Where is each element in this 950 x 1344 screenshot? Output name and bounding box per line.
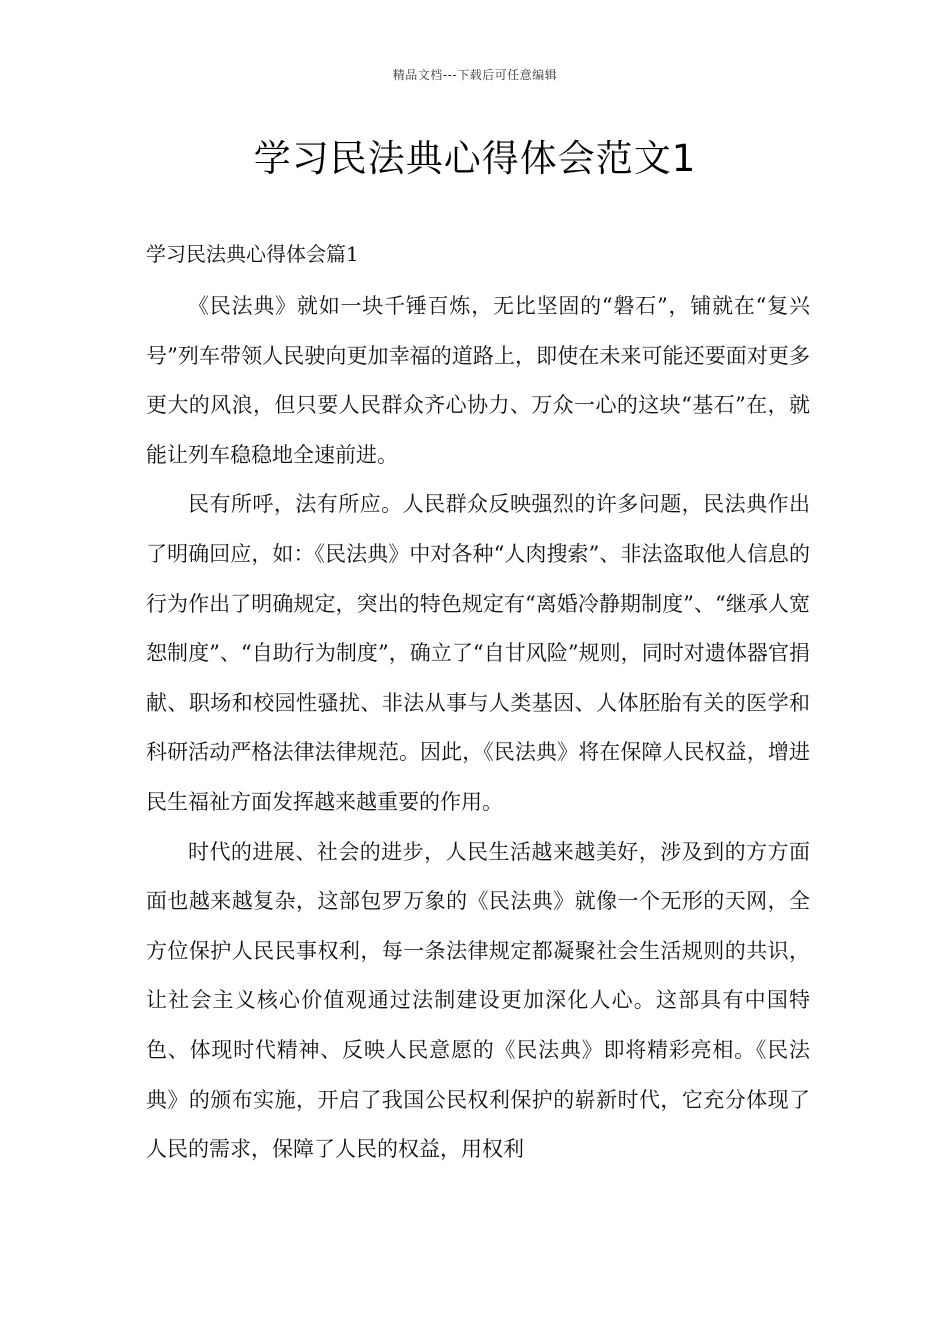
paragraph-1: 《民法典》就如一块千锤百炼，无比坚固的“磐石”，铺就在“复兴号”列车带领人民驶向更加幸福的道路上，即使在未来可能还要面对更多更大的风浪，但只要人民群众齐心协力、万众一心的这块“基石”在，就能让列车稳稳地全速前进。 <box>146 294 810 467</box>
paragraph-2: 民有所呼，法有所应。人民群众反映强烈的许多问题，民法典作出了明确回应，如：《民法典》中对各种“人肉搜索”、非法盗取他人信息的行为作出了明确规定，突出的特色规定有“离婚冷静期制度”、“继承人宽恕制度”、“自助行为制度”，确立了“自甘风险”规则，同时对遗体器官捐献、职场和校园性骚扰、非法从事与人类基因、人体胚胎有关的医学和科研活动严格法律法律规范。因此，《民法典》将在保障人民权益，增进民生福祉方面发挥越来越重要的作用。 <box>146 492 810 814</box>
document-title: 学习民法典心得体会范文1 <box>253 137 697 180</box>
header-note: 精品文档---下载后可任意编辑 <box>392 68 558 82</box>
paragraph-3: 时代的进展、社会的进步，人民生活越来越美好，涉及到的方方面面也越来越复杂，这部包罗万象的《民法典》就像一个无形的天网，全方位保护人民民事权利，每一条法律规定都凝聚社会生活规则的共识，让社会主义核心价值观通过法制建设更加深化人心。这部具有中国特色、体现时代精神、反映人民意愿的《民法典》即将精彩亮相。《民法典》的颁布实施，开启了我国公民权利保护的崭新时代，它充分体现了人民的需求，保障了人民的权益，用权利 <box>146 839 810 1162</box>
section-heading: 学习民法典心得体会篇1 <box>146 242 359 266</box>
body-text <box>146 282 810 1175</box>
